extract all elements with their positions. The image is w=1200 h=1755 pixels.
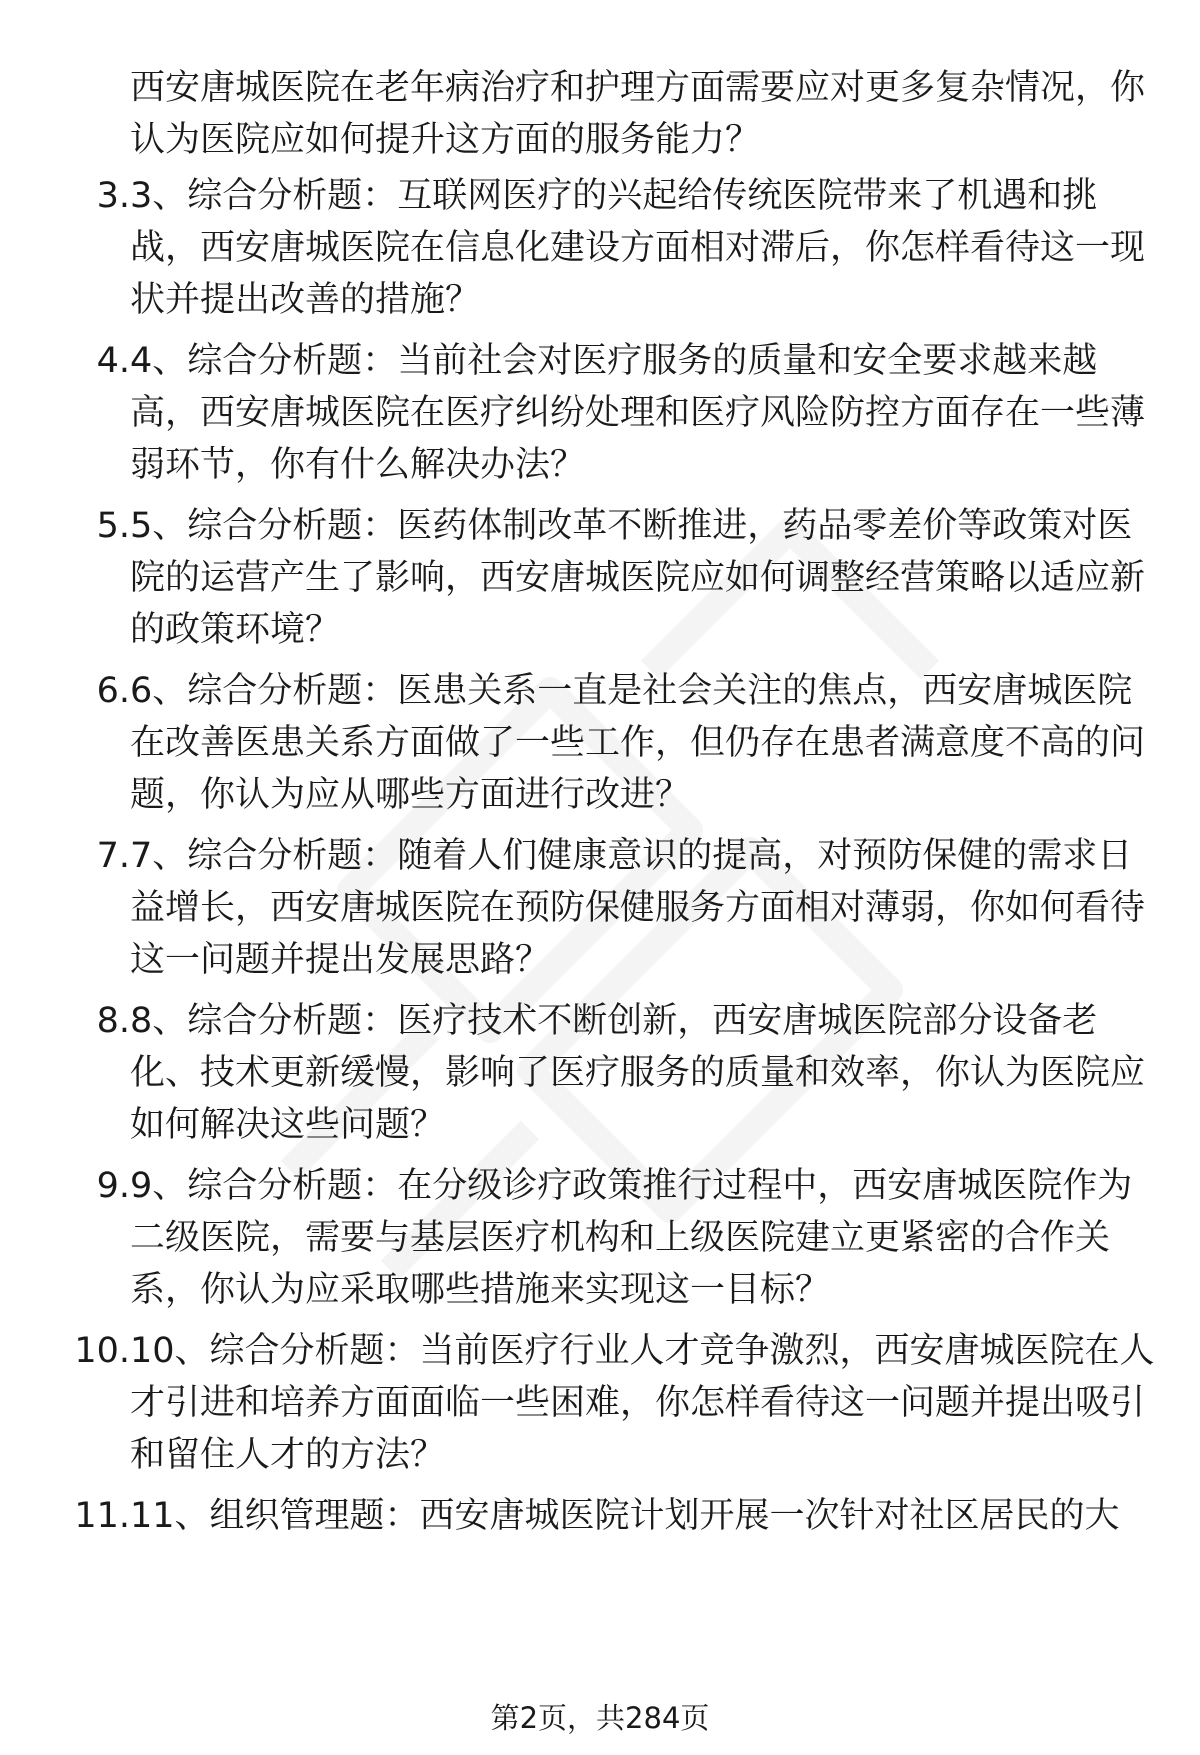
question-text: 10、综合分析题：当前医疗行业人才竞争激烈，西安唐城医院在人才引进和培养方面面临一些困难，你怎样看待这一问题并提出吸引和留住人才的方法？ bbox=[130, 1331, 1155, 1475]
question-text: 3、综合分析题：互联网医疗的兴起给传统医院带来了机遇和挑战，西安唐城医院在信息化建设方面相对滞后，你怎样看待这一现状并提出改善的措施？ bbox=[130, 176, 1146, 320]
question-text: 6、综合分析题：医患关系一直是社会关注的焦点，西安唐城医院在改善医患关系方面做了一些工作，但仍存在患者满意度不高的问题，你认为应从哪些方面进行改进？ bbox=[130, 671, 1146, 815]
question-text: 7、综合分析题：随着人们健康意识的提高，对预防保健的需求日益增长，西安唐城医院在预防保健服务方面相对薄弱，你如何看待这一问题并提出发展思路？ bbox=[130, 836, 1146, 980]
page-footer: 第2页，共284页 bbox=[490, 1701, 710, 1735]
question-text: 4、综合分析题：当前社会对医疗服务的质量和安全要求越来越高，西安唐城医院在医疗纠纷处理和医疗风险防控方面存在一些薄弱环节，你有什么解决办法？ bbox=[130, 341, 1146, 485]
question-number: 10. bbox=[74, 1331, 130, 1371]
continuation-text: 西安唐城医院在老年病治疗和护理方面需要应对更多复杂情况，你认为医院应如何提升这方面的服务能力？ bbox=[130, 68, 1146, 160]
question-number: 7. bbox=[96, 836, 130, 876]
question-number: 8. bbox=[96, 1001, 130, 1041]
question-number: 5. bbox=[96, 506, 130, 546]
question-number: 11. bbox=[74, 1496, 130, 1536]
question-number: 9. bbox=[96, 1166, 130, 1206]
question-text: 9、综合分析题：在分级诊疗政策推行过程中，西安唐城医院作为二级医院，需要与基层医疗机构和上级医院建立更紧密的合作关系，你认为应采取哪些措施来实现这一目标？ bbox=[130, 1166, 1133, 1310]
question-number: 4. bbox=[96, 341, 130, 381]
question-text: 5、综合分析题：医药体制改革不断推进，药品零差价等政策对医院的运营产生了影响，西安唐城医院应如何调整经营策略以适应新的政策环境？ bbox=[130, 506, 1146, 650]
question-number: 6. bbox=[96, 671, 130, 711]
question-number: 3. bbox=[96, 176, 130, 216]
question-text: 8、综合分析题：医疗技术不断创新，西安唐城医院部分设备老化、技术更新缓慢，影响了医疗服务的质量和效率，你认为医院应如何解决这些问题？ bbox=[130, 1001, 1146, 1145]
question-text: 11、组织管理题：西安唐城医院计划开展一次针对社区居民的大 bbox=[130, 1496, 1120, 1536]
